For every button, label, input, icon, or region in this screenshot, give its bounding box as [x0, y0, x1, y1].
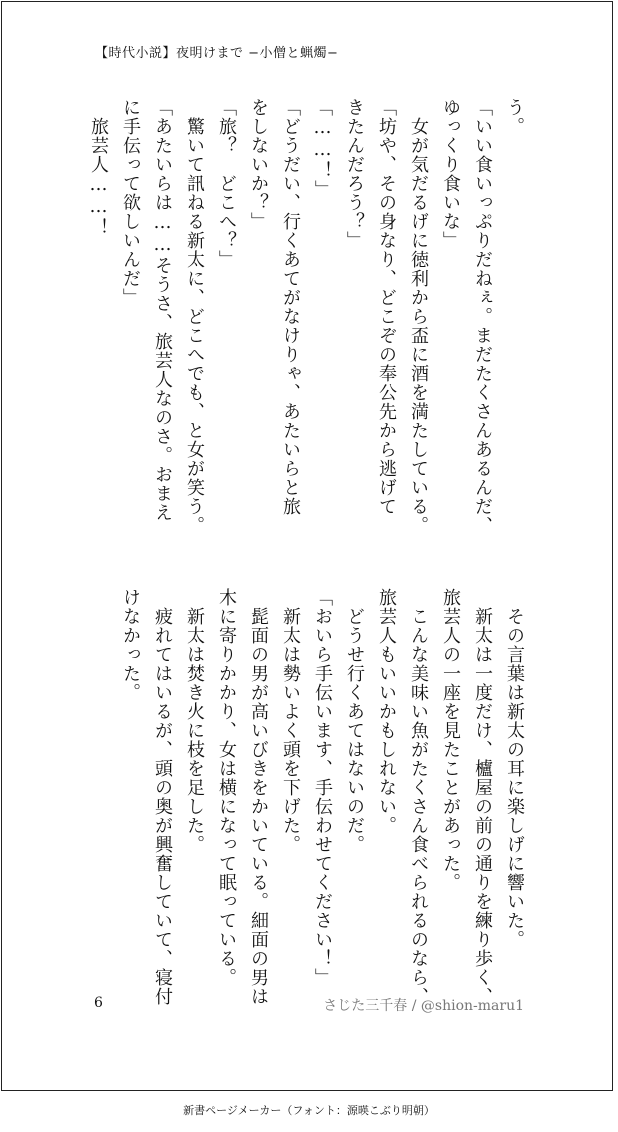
text-line: けなかった。	[120, 588, 141, 702]
text-line: 「旅？ どこへ？」	[216, 98, 237, 269]
text-line: をしないか？」	[248, 98, 269, 231]
text-line: 新太は勢いよく頭を下げた。	[280, 588, 301, 854]
book-page	[1, 1, 613, 1091]
text-line: う。	[504, 98, 525, 136]
text-line: に手伝って欲しいんだ」	[120, 98, 141, 307]
text-line: 「どうだい、行くあてがなけりゃ、あたいらと旅	[280, 98, 301, 516]
text-line: ゆっくり食いな」	[440, 98, 461, 250]
text-line: 驚いて訊ねる新太に、どこへでも、と女が笑う。	[184, 98, 205, 535]
text-line: 旅芸人もいいかもしれない。	[376, 588, 397, 835]
text-line: 「坊や、その身なり、どこぞの奉公先から逃げて	[376, 98, 397, 516]
text-line: 疲れてはいるが、頭の奥が興奮していて、寝付	[152, 588, 173, 1006]
text-line: 新太は一度だけ、櫨屋の前の通りを練り歩く、	[472, 588, 493, 1006]
author-credit: さじた三千春 / @shion-maru1	[323, 998, 524, 1014]
text-block-top	[82, 98, 530, 538]
text-line: その言葉は新太の耳に楽しげに響いた。	[504, 588, 525, 949]
text-line: きたんだろう？」	[344, 98, 365, 250]
text-line: 「いい食いっぷりだねぇ。まだたくさんあるんだ、	[472, 98, 493, 535]
text-line: こんな美味い魚がたくさん食べられるのなら、	[408, 588, 429, 1006]
text-line: 「あたいらは……そうさ、旅芸人なのさ。おまえ	[152, 98, 173, 522]
text-line: 新太は焚き火に枝を足した。	[184, 588, 205, 854]
generator-footer: 新書ページメーカー（フォント：源暎こぶり明朝）	[183, 1104, 435, 1117]
page-header-title: 【時代小説】夜明けまで −小僧と蝋燭−	[95, 46, 339, 61]
text-line: 旅芸人……！	[88, 98, 109, 237]
text-line: 女が気だるげに徳利から盃に酒を満たしている。	[408, 98, 429, 535]
text-line: 木に寄りかかり、女は横になって眠っている。	[216, 588, 237, 987]
text-line: 旅芸人の一座を見たことがあった。	[440, 588, 461, 892]
text-line: 髭面の男が高いびきをかいている。細面の男は	[248, 588, 269, 1006]
page-number: 6	[94, 995, 103, 1011]
text-line: 「……！」	[312, 98, 333, 199]
text-line: どうせ行くあてはないのだ。	[344, 588, 365, 854]
text-block-bottom	[114, 588, 530, 1028]
text-line: 「おいら手伝います、手伝わせてください！」	[312, 588, 333, 987]
